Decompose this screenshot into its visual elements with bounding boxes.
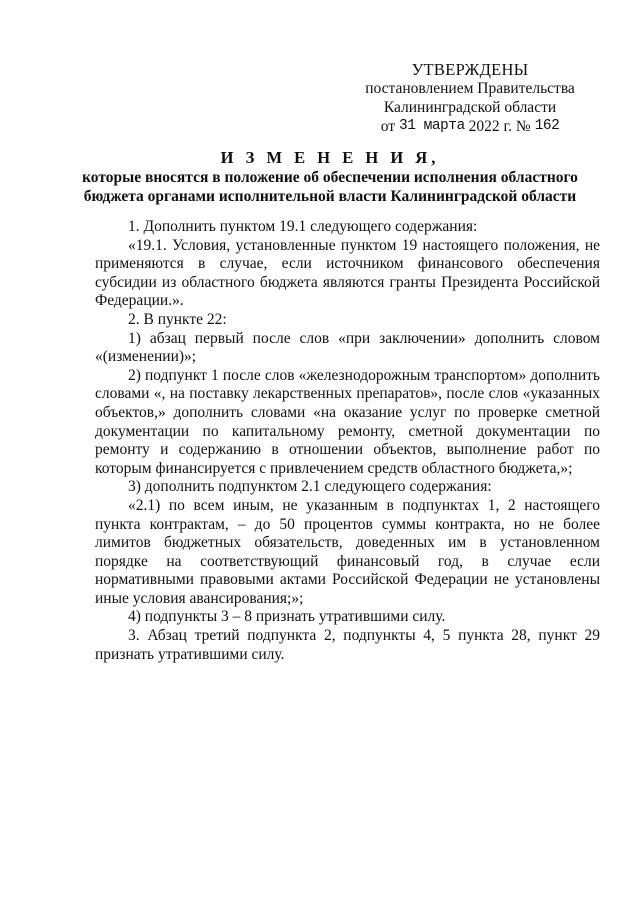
date-prefix: от — [380, 118, 396, 135]
paragraph-9: 3. Абзац третий подпункта 2, подпункты 4, 5 пункта 28, пункт 29 признать утратившими силу. — [95, 627, 600, 663]
paragraph-2: «19.1. Условия, установленные пунктом 19 настоящего положения, не применяются в случае, если источником финансового обеспечения субсидии из областного бюджета являются гранты Президента Российской Федерации.». — [95, 236, 600, 310]
document-body — [95, 218, 600, 664]
paragraph-5: 2) подпункт 1 после слов «железнодорожным транспортом» дополнить словами «, на поставку лекарственных препаратов», после слов «указанных объектов,» дополнить словами «на оказание услуг по проверке сметной документации по капитальному ремонту, сметной документации по ремонту и содержанию в отношении объектов, выполнение работ по которым финансируется с привлечением средств областного бюджета,»; — [95, 366, 600, 477]
paragraph-4: 1) абзац первый после слов «при заключении» дополнить словом «(изменении)»; — [95, 329, 600, 366]
approval-line-2: Калининградской области — [383, 99, 557, 116]
document-title — [60, 148, 600, 206]
paragraph-3: 2. В пункте 22: — [128, 310, 227, 328]
approval-line-1: постановлением Правительства — [365, 80, 575, 97]
paragraph-1: 1. Дополнить пунктом 19.1 следующего содержания: — [128, 218, 478, 235]
date-year: 2022 г. № — [468, 118, 531, 135]
approval-header: УТВЕРЖДЕНЫ — [411, 60, 529, 79]
approval-stamp — [340, 60, 600, 136]
paragraph-6: 3) дополнить подпунктом 2.1 следующего содержания: — [128, 478, 492, 496]
document-number: 162 — [534, 118, 560, 134]
approval-date-line — [340, 117, 600, 136]
paragraph-7: «2.1) по всем иным, не указанным в подпунктах 1, 2 настоящего пункта контрактам, – до 50 процентов суммы контракта, но не более лимитов бюджетных обязательств, доведенных им в установленном порядке на соответствующий финансовый год, в случае если нормативными правовыми актами Российской Федерации не установлены иные условия авансирования;»; — [95, 496, 600, 607]
date-value: 31 марта — [399, 118, 465, 134]
paragraph-8: 4) подпункты 3 – 8 признать утратившими силу. — [128, 608, 446, 626]
title-subtitle: которые вносятся в положение об обеспечении исполнения областного бюджета органами исполнительной власти Калининградской области — [82, 169, 578, 205]
title-main: И З М Е Н Е Н И Я, — [220, 148, 440, 167]
